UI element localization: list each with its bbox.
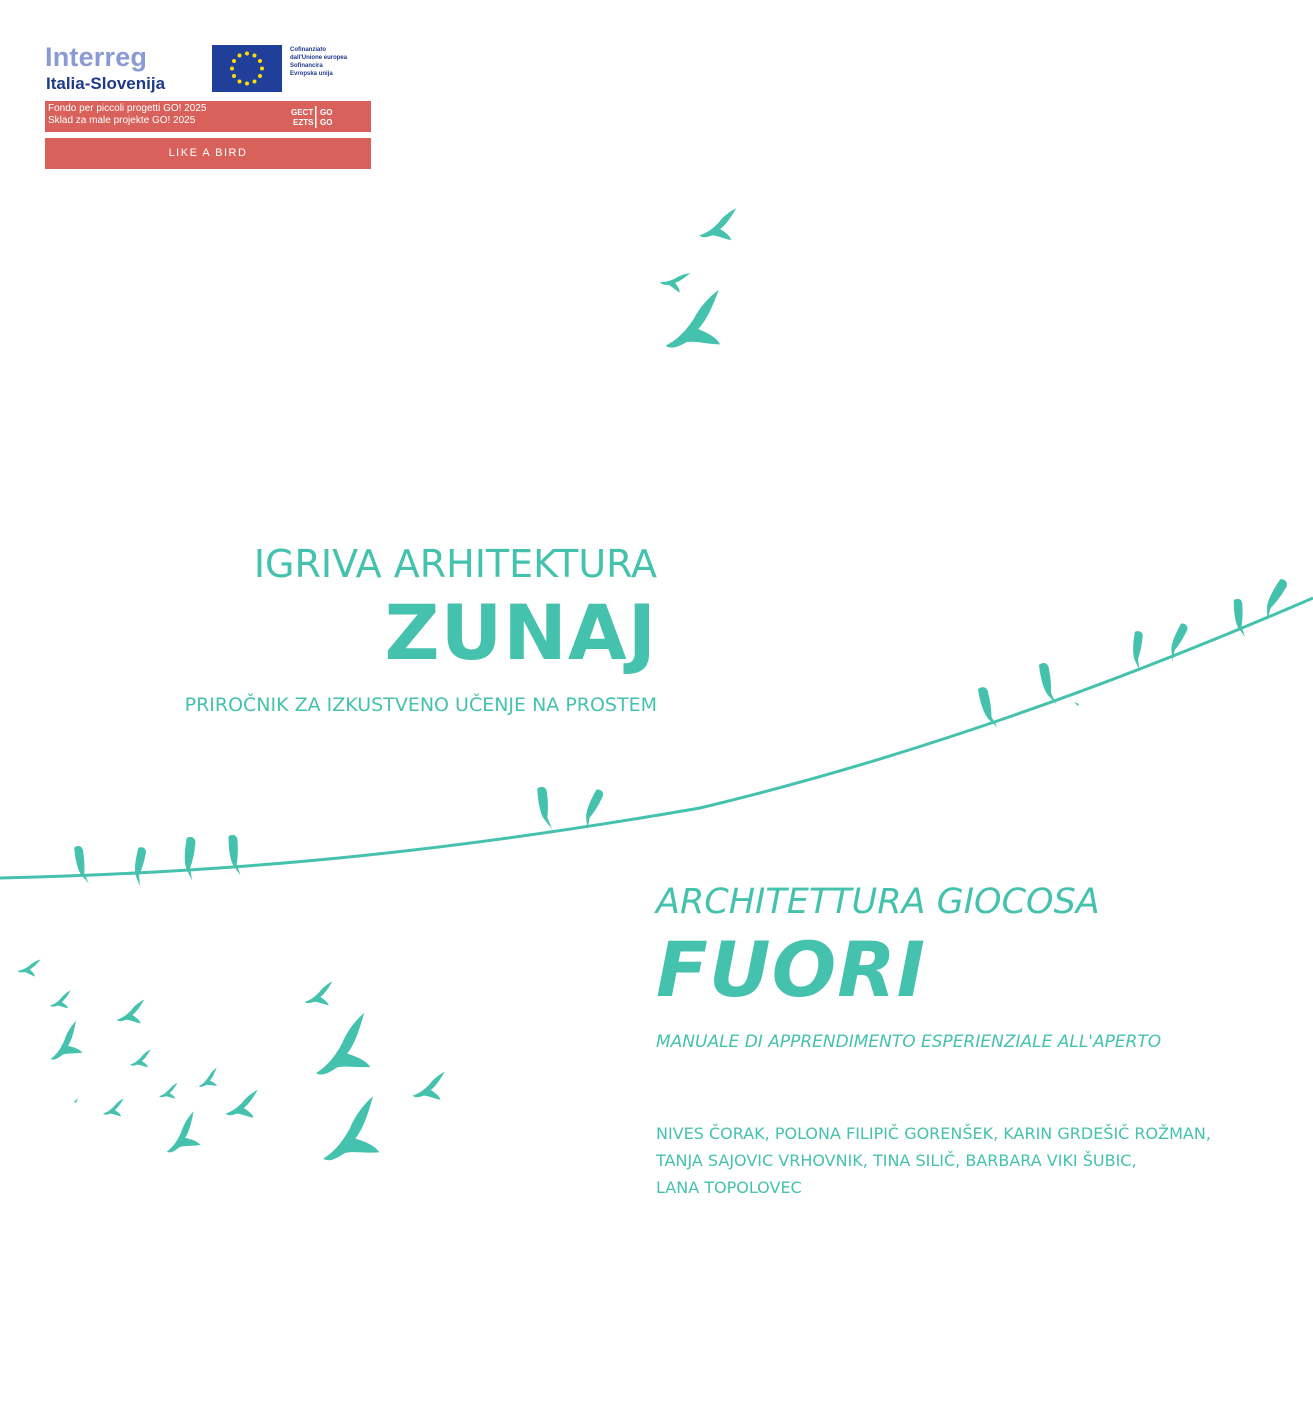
flying-bird-icon — [103, 1098, 124, 1116]
svg-text:EZTS: EZTS — [293, 118, 314, 127]
eu-text-line: dall'Unione europea — [290, 55, 348, 61]
flying-bird-icon — [659, 264, 690, 293]
flying-bird-icon — [50, 990, 71, 1008]
authors-line: NIVES ČORAK, POLONA FILIPIČ GORENŠEK, KARIN GRDEŠIČ ROŽMAN, — [656, 1124, 1211, 1143]
italian-main-title: FUORI — [656, 925, 927, 1014]
flying-bird-icon — [699, 208, 736, 240]
authors-list — [656, 1120, 1211, 1201]
flying-bird-icon — [226, 1090, 258, 1118]
flying-bird-icon — [304, 1013, 378, 1081]
flying-bird-icon — [196, 1068, 220, 1089]
svg-text:GO: GO — [320, 108, 333, 117]
svg-text:GECT: GECT — [291, 108, 314, 117]
flying-bird-icon — [658, 290, 729, 354]
programme-name: Italia-Slovenija — [46, 74, 166, 93]
perched-bird-icon — [537, 786, 553, 830]
project-name-bar: LIKE A BIRD — [45, 138, 371, 169]
authors-line: LANA TOPOLOVEC — [656, 1178, 802, 1197]
flying-bird-icon — [17, 956, 41, 977]
authors-line: TANJA SAJOVIC VRHOVNIK, TINA SILIČ, BARBARA VIKI ŠUBIC, — [656, 1151, 1137, 1170]
flying-bird-icon — [305, 981, 333, 1005]
bird-tail-icon — [1074, 702, 1079, 706]
flying-bird-icon — [413, 1072, 445, 1100]
flying-bird-icon — [41, 1021, 87, 1064]
perched-bird-icon — [1038, 662, 1056, 706]
flying-bird-icon — [159, 1083, 177, 1099]
flying-bird-icon — [117, 999, 145, 1023]
flying-bird-icon — [311, 1096, 388, 1167]
perched-bird-icon — [74, 845, 89, 885]
svg-text:GO: GO — [320, 118, 333, 127]
eu-text-line: Evropska unija — [290, 71, 333, 77]
perched-bird-icon — [183, 837, 196, 881]
fund-line-it: Fondo per piccoli progetti GO! 2025 — [48, 103, 207, 114]
italian-title: ARCHITETTURA GIOCOSA — [656, 882, 1100, 922]
flying-bird-icon — [157, 1111, 205, 1156]
flying-bird-icon — [130, 1049, 151, 1067]
eu-text-line: Sofinancira — [290, 63, 323, 69]
bird-tail-icon — [74, 1098, 78, 1103]
fund-line-sl: Sklad za male projekte GO! 2025 — [48, 115, 196, 126]
eu-text-line: Cofinanziato — [290, 47, 326, 53]
slovene-subtitle: PRIROČNIK ZA IZKUSTVENO UČENJE NA PROSTEM — [184, 694, 657, 716]
perched-bird-icon — [131, 847, 146, 887]
slovene-title: IGRIVA ARHITEKTURA — [253, 542, 657, 586]
interreg-wordmark: Interreg — [45, 42, 148, 72]
perched-bird-icon — [228, 834, 241, 876]
slovene-main-title: ZUNAJ — [384, 588, 657, 677]
italian-subtitle: MANUALE DI APPRENDIMENTO ESPERIENZIALE ALL'APERTO — [656, 1032, 1162, 1052]
perched-bird-icon — [1131, 631, 1143, 670]
